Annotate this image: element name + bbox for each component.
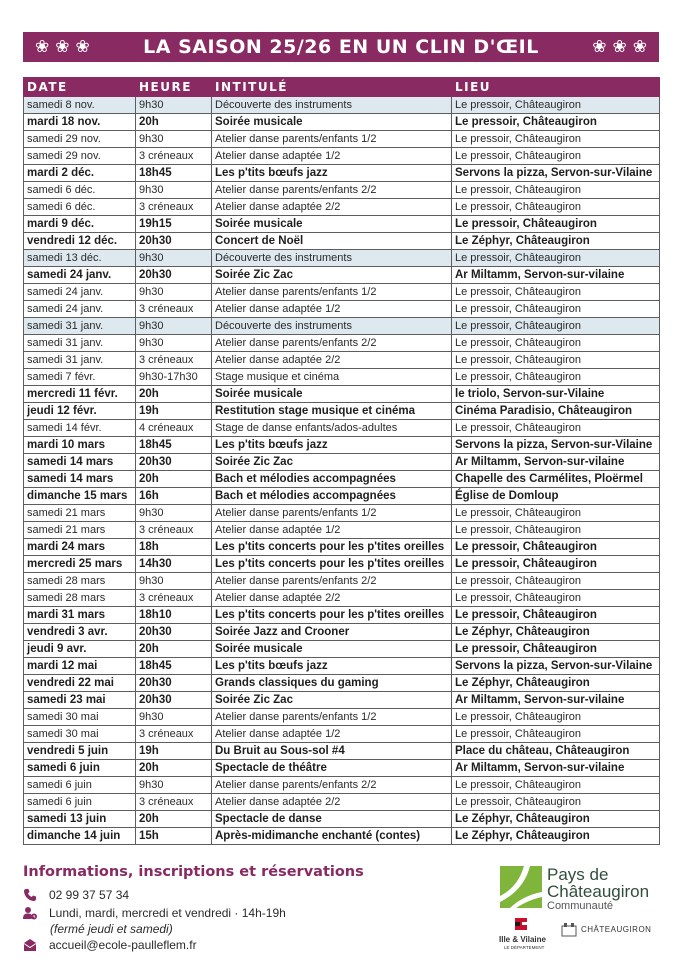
cell-lieu: Le pressoir, Châteaugiron <box>452 250 660 267</box>
cell-intitule: Soirée Zic Zac <box>212 692 452 709</box>
table-row <box>24 794 660 811</box>
cell-lieu: Le pressoir, Châteaugiron <box>452 199 660 216</box>
hours-line <box>23 906 286 920</box>
cell-heure: 20h <box>136 114 212 131</box>
cell-intitule: Les p'tits concerts pour les p'tites oreilles <box>212 556 452 573</box>
cell-lieu: Ar Miltamm, Servon-sur-vilaine <box>452 267 660 284</box>
cell-lieu: Servons la pizza, Servon-sur-Vilaine <box>452 437 660 454</box>
cell-intitule: Stage musique et cinéma <box>212 369 452 386</box>
cell-intitule: Découverte des instruments <box>212 97 452 114</box>
cell-date: samedi 6 juin <box>24 794 136 811</box>
cell-heure: 9h30 <box>136 97 212 114</box>
cell-intitule: Découverte des instruments <box>212 318 452 335</box>
cell-heure: 18h10 <box>136 607 212 624</box>
season-table <box>23 77 660 845</box>
cell-lieu: Le pressoir, Châteaugiron <box>452 726 660 743</box>
cell-lieu: Le pressoir, Châteaugiron <box>452 335 660 352</box>
table-row <box>24 658 660 675</box>
ille-vilaine-sub: LE DÉPARTEMENT <box>504 945 545 950</box>
cell-lieu: Le pressoir, Châteaugiron <box>452 301 660 318</box>
cell-lieu: Le pressoir, Châteaugiron <box>452 216 660 233</box>
cell-lieu: Le Zéphyr, Châteaugiron <box>452 675 660 692</box>
header-date: DATE <box>24 78 136 97</box>
cell-heure: 20h30 <box>136 267 212 284</box>
cell-date: samedi 28 mars <box>24 590 136 607</box>
cell-heure: 9h30 <box>136 318 212 335</box>
table-row <box>24 811 660 828</box>
table-row <box>24 165 660 182</box>
cell-date: samedi 31 janv. <box>24 335 136 352</box>
cell-heure: 18h45 <box>136 437 212 454</box>
cell-date: samedi 21 mars <box>24 522 136 539</box>
cell-date: samedi 31 janv. <box>24 352 136 369</box>
cell-date: mardi 2 déc. <box>24 165 136 182</box>
cell-intitule: Les p'tits bœufs jazz <box>212 658 452 675</box>
chateaugiron-text: CHÂTEAUGIRON <box>581 925 652 934</box>
cell-date: mardi 31 mars <box>24 607 136 624</box>
opening-hours: Lundi, mardi, mercredi et vendredi · 14h-19h <box>49 906 286 920</box>
cell-intitule: Atelier danse adaptée 1/2 <box>212 726 452 743</box>
cell-lieu: Le pressoir, Châteaugiron <box>452 114 660 131</box>
cell-lieu: Le pressoir, Châteaugiron <box>452 607 660 624</box>
cell-intitule: Spectacle de théâtre <box>212 760 452 777</box>
cell-heure: 9h30 <box>136 284 212 301</box>
info-heading: Informations, inscriptions et réservations <box>23 864 364 880</box>
cell-lieu: Le pressoir, Châteaugiron <box>452 777 660 794</box>
cell-date: dimanche 15 mars <box>24 488 136 505</box>
cell-date: samedi 29 nov. <box>24 148 136 165</box>
cell-date: samedi 30 mai <box>24 726 136 743</box>
cell-intitule: Les p'tits concerts pour les p'tites oreilles <box>212 539 452 556</box>
cell-date: samedi 6 déc. <box>24 199 136 216</box>
cell-intitule: Les p'tits bœufs jazz <box>212 165 452 182</box>
table-row <box>24 131 660 148</box>
cell-intitule: Stage de danse enfants/ados-adultes <box>212 420 452 437</box>
cell-date: mardi 24 mars <box>24 539 136 556</box>
cell-lieu: Le pressoir, Châteaugiron <box>452 709 660 726</box>
cell-lieu: Ar Miltamm, Servon-sur-vilaine <box>452 454 660 471</box>
cell-date: samedi 31 janv. <box>24 318 136 335</box>
cell-intitule: Les p'tits concerts pour les p'tites oreilles <box>212 607 452 624</box>
cell-heure: 20h30 <box>136 233 212 250</box>
cell-heure: 3 créneaux <box>136 148 212 165</box>
ille-vilaine-logo-icon <box>513 916 529 932</box>
cell-lieu: Ar Miltamm, Servon-sur-vilaine <box>452 692 660 709</box>
title-banner <box>23 32 659 62</box>
cell-intitule: Atelier danse adaptée 1/2 <box>212 522 452 539</box>
cell-lieu: Le pressoir, Châteaugiron <box>452 352 660 369</box>
cell-lieu: Le pressoir, Châteaugiron <box>452 539 660 556</box>
flower-decoration-right: ❀❀❀ <box>592 37 653 56</box>
cell-intitule: Découverte des instruments <box>212 250 452 267</box>
table-row <box>24 624 660 641</box>
cell-lieu: Le Zéphyr, Châteaugiron <box>452 233 660 250</box>
chateaugiron-logo-icon <box>561 921 577 937</box>
cell-intitule: Atelier danse adaptée 2/2 <box>212 199 452 216</box>
cell-intitule: Spectacle de danse <box>212 811 452 828</box>
pays-line1: Pays de <box>547 865 609 884</box>
table-row <box>24 505 660 522</box>
cell-intitule: Atelier danse adaptée 2/2 <box>212 794 452 811</box>
info-section <box>23 864 364 880</box>
cell-intitule: Grands classiques du gaming <box>212 675 452 692</box>
cell-date: samedi 21 mars <box>24 505 136 522</box>
cell-heure: 20h30 <box>136 454 212 471</box>
cell-date: samedi 6 déc. <box>24 182 136 199</box>
cell-lieu: Le pressoir, Châteaugiron <box>452 573 660 590</box>
cell-date: mardi 9 déc. <box>24 216 136 233</box>
email-address[interactable]: accueil@ecole-paulleflem.fr <box>49 938 197 952</box>
flower-decoration-left: ❀❀❀ <box>35 37 96 56</box>
cell-intitule: Après-midimanche enchanté (contes) <box>212 828 452 845</box>
cell-heure: 3 créneaux <box>136 352 212 369</box>
cell-intitule: Atelier danse adaptée 2/2 <box>212 352 452 369</box>
table-row <box>24 641 660 658</box>
cell-heure: 3 créneaux <box>136 726 212 743</box>
cell-heure: 4 créneaux <box>136 420 212 437</box>
cell-heure: 20h <box>136 760 212 777</box>
cell-heure: 18h45 <box>136 165 212 182</box>
cell-date: dimanche 14 juin <box>24 828 136 845</box>
cell-date: samedi 13 juin <box>24 811 136 828</box>
table-row <box>24 556 660 573</box>
table-row <box>24 97 660 114</box>
cell-lieu: Chapelle des Carmélites, Ploërmel <box>452 471 660 488</box>
table-row <box>24 250 660 267</box>
cell-lieu: Le Zéphyr, Châteaugiron <box>452 811 660 828</box>
header-intitule: INTITULÉ <box>212 78 452 97</box>
table-row <box>24 760 660 777</box>
table-row <box>24 182 660 199</box>
cell-heure: 3 créneaux <box>136 590 212 607</box>
cell-heure: 9h30 <box>136 573 212 590</box>
cell-heure: 19h <box>136 403 212 420</box>
table-row <box>24 301 660 318</box>
phone-line <box>23 888 129 902</box>
table-row <box>24 386 660 403</box>
cell-lieu: Servons la pizza, Servon-sur-Vilaine <box>452 165 660 182</box>
cell-heure: 9h30 <box>136 777 212 794</box>
table-row <box>24 488 660 505</box>
table-row <box>24 743 660 760</box>
cell-lieu: Le pressoir, Châteaugiron <box>452 794 660 811</box>
table-header-row <box>24 78 660 97</box>
phone-icon <box>23 888 37 902</box>
cell-heure: 9h30-17h30 <box>136 369 212 386</box>
cell-date: mardi 18 nov. <box>24 114 136 131</box>
cell-intitule: Atelier danse parents/enfants 2/2 <box>212 777 452 794</box>
table-row <box>24 726 660 743</box>
cell-lieu: Le pressoir, Châteaugiron <box>452 131 660 148</box>
cell-heure: 9h30 <box>136 182 212 199</box>
cell-heure: 9h30 <box>136 709 212 726</box>
cell-intitule: Les p'tits bœufs jazz <box>212 437 452 454</box>
cell-date: vendredi 3 avr. <box>24 624 136 641</box>
pays-chateaugiron-logo <box>500 866 542 908</box>
cell-intitule: Du Bruit au Sous-sol #4 <box>212 743 452 760</box>
table-row <box>24 369 660 386</box>
cell-date: samedi 6 juin <box>24 760 136 777</box>
cell-lieu: le triolo, Servon-sur-Vilaine <box>452 386 660 403</box>
cell-date: mercredi 11 févr. <box>24 386 136 403</box>
table-row <box>24 318 660 335</box>
cell-intitule: Concert de Noël <box>212 233 452 250</box>
cell-intitule: Soirée musicale <box>212 386 452 403</box>
cell-date: samedi 23 mai <box>24 692 136 709</box>
cell-lieu: Le Zéphyr, Châteaugiron <box>452 624 660 641</box>
cell-heure: 16h <box>136 488 212 505</box>
cell-heure: 20h <box>136 641 212 658</box>
table-row <box>24 607 660 624</box>
table-row <box>24 403 660 420</box>
header-heure: HEURE <box>136 78 212 97</box>
header-lieu: LIEU <box>452 78 660 97</box>
table-row <box>24 199 660 216</box>
table-row <box>24 777 660 794</box>
table-row <box>24 216 660 233</box>
cell-lieu: Le pressoir, Châteaugiron <box>452 522 660 539</box>
cell-heure: 9h30 <box>136 131 212 148</box>
cell-lieu: Cinéma Paradisio, Châteaugiron <box>452 403 660 420</box>
cell-intitule: Atelier danse adaptée 2/2 <box>212 590 452 607</box>
cell-date: samedi 28 mars <box>24 573 136 590</box>
table-row <box>24 692 660 709</box>
table-row <box>24 420 660 437</box>
email-icon <box>23 938 37 952</box>
table-row <box>24 590 660 607</box>
cell-intitule: Soirée Zic Zac <box>212 267 452 284</box>
cell-intitule: Bach et mélodies accompagnées <box>212 488 452 505</box>
phone-number[interactable]: 02 99 37 57 34 <box>49 888 130 902</box>
table-row <box>24 352 660 369</box>
table-row <box>24 454 660 471</box>
cell-date: vendredi 5 juin <box>24 743 136 760</box>
cell-intitule: Atelier danse parents/enfants 1/2 <box>212 131 452 148</box>
cell-intitule: Soirée Jazz and Crooner <box>212 624 452 641</box>
cell-lieu: Le pressoir, Châteaugiron <box>452 284 660 301</box>
cell-heure: 3 créneaux <box>136 522 212 539</box>
cell-date: mercredi 25 mars <box>24 556 136 573</box>
cell-heure: 14h30 <box>136 556 212 573</box>
cell-intitule: Atelier danse parents/enfants 2/2 <box>212 573 452 590</box>
cell-intitule: Soirée Zic Zac <box>212 454 452 471</box>
table-row <box>24 335 660 352</box>
table-row <box>24 675 660 692</box>
cell-heure: 20h <box>136 811 212 828</box>
table-row <box>24 573 660 590</box>
cell-date: samedi 14 févr. <box>24 420 136 437</box>
cell-heure: 9h30 <box>136 250 212 267</box>
table-row <box>24 828 660 845</box>
cell-date: samedi 6 juin <box>24 777 136 794</box>
cell-heure: 9h30 <box>136 335 212 352</box>
cell-intitule: Atelier danse parents/enfants 2/2 <box>212 182 452 199</box>
cell-lieu: Le pressoir, Châteaugiron <box>452 318 660 335</box>
cell-date: vendredi 12 déc. <box>24 233 136 250</box>
pays-chateaugiron-text <box>547 866 649 912</box>
table-row <box>24 267 660 284</box>
cell-lieu: Servons la pizza, Servon-sur-Vilaine <box>452 658 660 675</box>
cell-date: mardi 10 mars <box>24 437 136 454</box>
cell-heure: 3 créneaux <box>136 794 212 811</box>
cell-heure: 20h <box>136 471 212 488</box>
table-row <box>24 709 660 726</box>
cell-intitule: Soirée musicale <box>212 114 452 131</box>
cell-date: samedi 7 févr. <box>24 369 136 386</box>
cell-date: samedi 24 janv. <box>24 301 136 318</box>
cell-intitule: Restitution stage musique et cinéma <box>212 403 452 420</box>
cell-heure: 20h30 <box>136 692 212 709</box>
pays-line2: Châteaugiron <box>547 882 650 901</box>
hours-note: (fermé jeudi et samedi) <box>50 922 173 936</box>
cell-heure: 20h <box>136 386 212 403</box>
cell-lieu: Le pressoir, Châteaugiron <box>452 369 660 386</box>
cell-date: samedi 13 déc. <box>24 250 136 267</box>
cell-lieu: Le pressoir, Châteaugiron <box>452 182 660 199</box>
ille-vilaine-text: Ille & Vilaine <box>499 935 546 944</box>
cell-heure: 18h45 <box>136 658 212 675</box>
cell-lieu: Ar Miltamm, Servon-sur-vilaine <box>452 760 660 777</box>
cell-date: samedi 14 mars <box>24 471 136 488</box>
cell-intitule: Atelier danse parents/enfants 2/2 <box>212 335 452 352</box>
cell-lieu: Place du château, Châteaugiron <box>452 743 660 760</box>
cell-heure: 19h <box>136 743 212 760</box>
table-row <box>24 148 660 165</box>
cell-heure: 20h30 <box>136 624 212 641</box>
table-row <box>24 114 660 131</box>
table-row <box>24 471 660 488</box>
cell-intitule: Atelier danse parents/enfants 1/2 <box>212 284 452 301</box>
cell-date: mardi 12 mai <box>24 658 136 675</box>
table-row <box>24 522 660 539</box>
table-row <box>24 539 660 556</box>
cell-heure: 18h <box>136 539 212 556</box>
page-title: LA SAISON 25/26 EN UN CLIN D'ŒIL <box>143 36 539 58</box>
cell-heure: 19h15 <box>136 216 212 233</box>
cell-heure: 3 créneaux <box>136 301 212 318</box>
cell-intitule: Atelier danse parents/enfants 1/2 <box>212 709 452 726</box>
cell-date: jeudi 12 févr. <box>24 403 136 420</box>
cell-date: samedi 14 mars <box>24 454 136 471</box>
cell-intitule: Bach et mélodies accompagnées <box>212 471 452 488</box>
table-row <box>24 233 660 250</box>
cell-lieu: Le pressoir, Châteaugiron <box>452 590 660 607</box>
email-line <box>23 938 197 952</box>
cell-lieu: Le pressoir, Châteaugiron <box>452 505 660 522</box>
cell-lieu: Église de Domloup <box>452 488 660 505</box>
cell-heure: 9h30 <box>136 505 212 522</box>
cell-lieu: Le pressoir, Châteaugiron <box>452 148 660 165</box>
cell-heure: 3 créneaux <box>136 199 212 216</box>
cell-intitule: Atelier danse parents/enfants 1/2 <box>212 505 452 522</box>
cell-lieu: Le pressoir, Châteaugiron <box>452 97 660 114</box>
table-row <box>24 284 660 301</box>
cell-lieu: Le Zéphyr, Châteaugiron <box>452 828 660 845</box>
cell-date: samedi 29 nov. <box>24 131 136 148</box>
cell-date: jeudi 9 avr. <box>24 641 136 658</box>
cell-date: samedi 30 mai <box>24 709 136 726</box>
cell-intitule: Atelier danse adaptée 1/2 <box>212 301 452 318</box>
cell-heure: 15h <box>136 828 212 845</box>
table-row <box>24 437 660 454</box>
cell-date: samedi 24 janv. <box>24 284 136 301</box>
cell-intitule: Soirée musicale <box>212 641 452 658</box>
cell-date: samedi 8 nov. <box>24 97 136 114</box>
cell-heure: 20h30 <box>136 675 212 692</box>
pays-line3: Communauté <box>547 900 614 912</box>
cell-lieu: Le pressoir, Châteaugiron <box>452 556 660 573</box>
cell-date: vendredi 22 mai <box>24 675 136 692</box>
cell-lieu: Le pressoir, Châteaugiron <box>452 420 660 437</box>
person-clock-icon <box>23 906 37 920</box>
cell-date: samedi 24 janv. <box>24 267 136 284</box>
cell-lieu: Le pressoir, Châteaugiron <box>452 641 660 658</box>
cell-intitule: Atelier danse adaptée 1/2 <box>212 148 452 165</box>
cell-intitule: Soirée musicale <box>212 216 452 233</box>
